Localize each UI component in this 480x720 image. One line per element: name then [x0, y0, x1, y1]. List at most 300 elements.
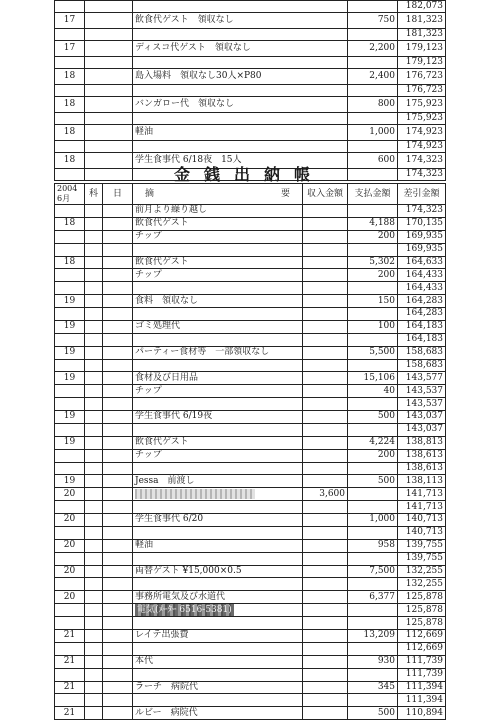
expense-cell: 7,500: [348, 565, 398, 578]
expense-cell: 345: [348, 681, 398, 694]
income-cell: [303, 372, 348, 385]
balance-cell: 139,755: [398, 552, 446, 565]
subject-cell: [85, 346, 103, 359]
day-cell: [55, 449, 85, 462]
table-row: [55, 217, 446, 230]
subject-cell: [85, 617, 103, 630]
description-cell: [133, 85, 348, 97]
subject-cell: [85, 449, 103, 462]
expense-cell: 750: [348, 13, 398, 29]
table-row: [55, 29, 446, 41]
balance-cell: 138,613: [398, 462, 446, 475]
balance-cell: 164,283: [398, 295, 446, 308]
table-row: [55, 565, 446, 578]
table-row: [55, 462, 446, 475]
blank-cell: [85, 13, 133, 29]
income-cell: [303, 475, 348, 488]
day-cell: [55, 29, 85, 41]
day-cell: [55, 526, 85, 539]
blank-cell: [85, 69, 133, 85]
page-title: 金銭出納帳: [173, 165, 324, 184]
description-text: チップ: [135, 269, 162, 280]
date-cell: [103, 630, 133, 643]
income-cell: [303, 526, 348, 539]
description-text: チップ: [135, 385, 162, 396]
table-row: [55, 436, 446, 449]
income-cell: [303, 230, 348, 243]
description-cell: [133, 256, 303, 269]
balance-cell: 175,923: [398, 113, 446, 125]
day-cell: 20: [55, 565, 85, 578]
day-cell: [55, 85, 85, 97]
expense-cell: [348, 243, 398, 256]
day-cell: [55, 205, 85, 218]
expense-cell: [348, 462, 398, 475]
subject-cell: [85, 217, 103, 230]
expense-cell: [348, 488, 398, 501]
expense-cell: 2,400: [348, 69, 398, 85]
description-cell: [133, 539, 303, 552]
expense-cell: 200: [348, 449, 398, 462]
day-cell: 17: [55, 13, 85, 29]
expense-cell: [348, 526, 398, 539]
date-cell: [103, 282, 133, 295]
income-cell: [303, 707, 348, 720]
description-cell: [133, 411, 303, 424]
income-cell: [303, 256, 348, 269]
description-cell: [133, 449, 303, 462]
table-row: [55, 539, 446, 552]
day-cell: 18: [55, 217, 85, 230]
blank-cell: [85, 1, 133, 13]
balance-cell: 169,935: [398, 243, 446, 256]
description-cell: [133, 578, 303, 591]
date-cell: [103, 526, 133, 539]
expense-cell: 150: [348, 295, 398, 308]
subject-cell: [85, 205, 103, 218]
balance-cell: 164,633: [398, 256, 446, 269]
expense-cell: [348, 205, 398, 218]
description-cell: [133, 398, 303, 411]
income-cell: [303, 617, 348, 630]
expense-cell: [348, 113, 398, 125]
subject-cell: [85, 230, 103, 243]
balance-cell: 112,669: [398, 642, 446, 655]
description-cell: [133, 113, 348, 125]
blank-cell: [85, 41, 133, 57]
expense-cell: 800: [348, 97, 398, 113]
balance-cell: 132,255: [398, 565, 446, 578]
balance-cell: 138,613: [398, 449, 446, 462]
date-cell: [103, 295, 133, 308]
date-cell: [103, 256, 133, 269]
balance-cell: 112,669: [398, 630, 446, 643]
table-row: [55, 501, 446, 514]
day-cell: 19: [55, 475, 85, 488]
income-cell: [303, 655, 348, 668]
description-text: 電気(ﾒｰﾀｰ 6516-5381): [137, 605, 232, 616]
description-text: チップ: [135, 231, 162, 242]
income-cell: [303, 308, 348, 321]
date-cell: [103, 243, 133, 256]
income-cell: [303, 269, 348, 282]
date-cell: [103, 668, 133, 681]
table-row: [55, 282, 446, 295]
subject-cell: [85, 668, 103, 681]
subject-cell: [85, 372, 103, 385]
table-row: [55, 681, 446, 694]
balance-cell: 140,713: [398, 514, 446, 527]
description-cell: [133, 630, 303, 643]
table-row: [55, 85, 446, 97]
subject-cell: [85, 398, 103, 411]
balance-cell: 169,935: [398, 230, 446, 243]
expense-cell: 600: [348, 153, 398, 169]
balance-cell: 143,037: [398, 423, 446, 436]
income-cell: [303, 694, 348, 707]
description-header-left: 摘: [133, 184, 258, 205]
subject-cell: [85, 308, 103, 321]
balance-cell: 174,323: [398, 169, 446, 181]
expense-header: 支払金額: [348, 184, 398, 205]
day-cell: 19: [55, 411, 85, 424]
table-row: [55, 707, 446, 720]
expense-cell: 4,224: [348, 436, 398, 449]
description-text: 食材及び日用品: [135, 372, 199, 383]
table-row: [55, 57, 446, 69]
table-row: [55, 449, 446, 462]
date-cell: [103, 359, 133, 372]
description-cell: [133, 642, 303, 655]
expense-cell: [348, 29, 398, 41]
description-text: 本代: [135, 656, 154, 667]
income-cell: [303, 552, 348, 565]
day-cell: [55, 230, 85, 243]
table-row: [55, 308, 446, 321]
balance-cell: 179,123: [398, 57, 446, 69]
subject-cell: [85, 642, 103, 655]
description-text: 学生食事代 6/20: [135, 514, 204, 525]
table-row: [55, 411, 446, 424]
day-cell: 19: [55, 346, 85, 359]
description-cell: [133, 346, 303, 359]
income-cell: [303, 501, 348, 514]
balance-cell: 111,394: [398, 694, 446, 707]
balance-cell: 143,537: [398, 398, 446, 411]
day-cell: [55, 462, 85, 475]
income-cell: [303, 423, 348, 436]
table-row: [55, 230, 446, 243]
table-row: [55, 113, 446, 125]
expense-cell: 13,209: [348, 630, 398, 643]
table-row: [55, 205, 446, 218]
income-cell: [303, 295, 348, 308]
balance-cell: 143,037: [398, 411, 446, 424]
expense-cell: 6,377: [348, 591, 398, 604]
balance-cell: 174,323: [398, 153, 446, 169]
description-cell: [133, 1, 348, 13]
day-cell: [55, 578, 85, 591]
date-cell: [103, 617, 133, 630]
description-text: ルビー 病院代: [135, 707, 198, 718]
income-cell: [303, 333, 348, 346]
date-cell: [103, 423, 133, 436]
income-cell: [303, 320, 348, 333]
expense-cell: [348, 333, 398, 346]
description-text: 両替ゲスト ¥15,000×0.5: [135, 565, 242, 576]
subject-cell: [85, 681, 103, 694]
income-cell: [303, 539, 348, 552]
date-cell: [103, 552, 133, 565]
day-cell: [55, 243, 85, 256]
day-cell: 19: [55, 295, 85, 308]
balance-header: 差引金額: [398, 184, 446, 205]
income-cell: [303, 385, 348, 398]
subject-cell: [85, 243, 103, 256]
expense-cell: [348, 501, 398, 514]
redacted-description: [135, 489, 255, 499]
description-text: パーティー食材等 一部領収なし: [135, 347, 270, 358]
income-header: 収入金額: [303, 184, 348, 205]
table-row: [55, 295, 446, 308]
subject-cell: [85, 269, 103, 282]
table-row: [55, 256, 446, 269]
blank-cell: [85, 85, 133, 97]
subject-cell: [85, 604, 103, 617]
day-cell: [55, 269, 85, 282]
table-row: [55, 333, 446, 346]
table-row: [55, 125, 446, 141]
balance-cell: 181,323: [398, 13, 446, 29]
date-cell: [103, 308, 133, 321]
table-row: [55, 630, 446, 643]
description-cell: [133, 501, 303, 514]
day-cell: [55, 57, 85, 69]
income-cell: [303, 282, 348, 295]
table-row: [55, 372, 446, 385]
subject-cell: [85, 462, 103, 475]
expense-cell: 4,188: [348, 217, 398, 230]
income-cell: [303, 681, 348, 694]
balance-cell: 181,323: [398, 29, 446, 41]
date-cell: [103, 411, 133, 424]
table-row: [55, 423, 446, 436]
day-cell: 17: [55, 41, 85, 57]
description-text: 前月より繰り越し: [135, 205, 208, 216]
day-cell: 20: [55, 488, 85, 501]
day-cell: [55, 668, 85, 681]
date-cell: [103, 514, 133, 527]
income-cell: [303, 359, 348, 372]
description-cell: [133, 514, 303, 527]
day-cell: 19: [55, 320, 85, 333]
day-cell: 21: [55, 655, 85, 668]
balance-cell: 164,283: [398, 308, 446, 321]
date-cell: [103, 346, 133, 359]
date-cell: [103, 320, 133, 333]
description-cell: バンガロー代 領収なし: [133, 97, 348, 113]
balance-cell: 141,713: [398, 501, 446, 514]
subject-cell: [85, 591, 103, 604]
day-cell: 18: [55, 256, 85, 269]
expense-cell: 500: [348, 475, 398, 488]
date-cell: [103, 230, 133, 243]
table-row: [55, 97, 446, 113]
expense-cell: [348, 578, 398, 591]
blank-cell: [85, 57, 133, 69]
day-cell: [55, 501, 85, 514]
balance-cell: 143,577: [398, 372, 446, 385]
day-cell: 21: [55, 681, 85, 694]
balance-cell: 158,683: [398, 359, 446, 372]
subject-cell: [85, 630, 103, 643]
description-cell: [133, 320, 303, 333]
subject-cell: [85, 578, 103, 591]
subject-cell: [85, 295, 103, 308]
description-cell: [133, 308, 303, 321]
description-cell: [133, 243, 303, 256]
subject-cell: [85, 423, 103, 436]
day-cell: [55, 113, 85, 125]
date-cell: [103, 707, 133, 720]
day-cell: [55, 282, 85, 295]
subject-cell: [85, 707, 103, 720]
day-cell: [55, 604, 85, 617]
day-cell: 21: [55, 630, 85, 643]
table-header-row: [55, 184, 446, 205]
balance-cell: 110,894: [398, 707, 446, 720]
description-text: 飲食代ゲスト: [135, 218, 189, 229]
balance-cell: 111,739: [398, 668, 446, 681]
description-cell: [133, 707, 303, 720]
description-cell: [133, 655, 303, 668]
description-cell: 島入場料 領収なし30人×P80: [133, 69, 348, 85]
balance-cell: 164,433: [398, 282, 446, 295]
description-text: 飲食代ゲスト: [135, 256, 189, 267]
subject-header: 科: [85, 184, 103, 205]
table-row: [55, 591, 446, 604]
day-cell: [55, 642, 85, 655]
table-row: [55, 398, 446, 411]
description-cell: [133, 359, 303, 372]
description-text: レイテ出張費: [135, 630, 189, 641]
income-cell: [303, 436, 348, 449]
table-row: [55, 642, 446, 655]
table-row: [55, 269, 446, 282]
blank-cell: [85, 113, 133, 125]
income-cell: [303, 205, 348, 218]
description-text: ゴミ処理代: [135, 321, 181, 332]
description-text: 学生食事代 6/19夜: [135, 411, 213, 422]
income-cell: 3,600: [303, 488, 348, 501]
table-row: [55, 488, 446, 501]
date-cell: [103, 604, 133, 617]
description-cell: 学生食事代 6/18夜 15人: [133, 153, 348, 169]
description-cell: [133, 462, 303, 475]
table-row: [55, 385, 446, 398]
blank-cell: [85, 29, 133, 41]
income-cell: [303, 630, 348, 643]
cash-ledger-table: [54, 183, 446, 720]
day-cell: [55, 141, 85, 153]
balance-cell: 164,183: [398, 320, 446, 333]
table-row: [55, 243, 446, 256]
income-cell: [303, 411, 348, 424]
expense-cell: 200: [348, 269, 398, 282]
balance-cell: 111,394: [398, 681, 446, 694]
blank-cell: [85, 141, 133, 153]
expense-cell: [348, 141, 398, 153]
expense-cell: [348, 308, 398, 321]
day-cell: [55, 359, 85, 372]
date-cell: [103, 385, 133, 398]
income-cell: [303, 449, 348, 462]
expense-cell: 1,000: [348, 125, 398, 141]
table-row: [55, 346, 446, 359]
description-cell: ディスコ代ゲスト 領収なし: [133, 41, 348, 57]
expense-cell: [348, 398, 398, 411]
description-cell: [133, 488, 303, 501]
table-row: [55, 668, 446, 681]
day-cell: [55, 385, 85, 398]
description-text: 食料 領収なし: [135, 295, 199, 306]
expense-cell: [348, 642, 398, 655]
description-cell: 軽油: [133, 125, 348, 141]
expense-cell: [348, 552, 398, 565]
expense-cell: [348, 668, 398, 681]
description-cell: [133, 282, 303, 295]
table-row: [55, 578, 446, 591]
balance-cell: 143,537: [398, 385, 446, 398]
day-cell: 18: [55, 97, 85, 113]
date-cell: [103, 578, 133, 591]
date-cell: [103, 269, 133, 282]
expense-cell: [348, 85, 398, 97]
balance-cell: 174,923: [398, 141, 446, 153]
month-label: 6月: [57, 194, 71, 203]
description-cell: [133, 230, 303, 243]
year-label: 2004: [57, 184, 78, 193]
description-cell: [133, 205, 303, 218]
date-cell: [103, 539, 133, 552]
description-cell: [133, 333, 303, 346]
expense-cell: 5,302: [348, 256, 398, 269]
year-month-header: [55, 184, 85, 205]
balance-cell: 174,923: [398, 125, 446, 141]
balance-cell: 182,073: [398, 1, 446, 13]
subject-cell: [85, 552, 103, 565]
income-cell: [303, 604, 348, 617]
expense-cell: [348, 694, 398, 707]
date-cell: [103, 398, 133, 411]
day-cell: [55, 308, 85, 321]
description-cell: [133, 269, 303, 282]
expense-cell: 100: [348, 320, 398, 333]
balance-cell: 158,683: [398, 346, 446, 359]
description-cell: [133, 617, 303, 630]
balance-cell: 170,135: [398, 217, 446, 230]
blank-cell: [85, 125, 133, 141]
description-cell: [133, 694, 303, 707]
description-cell: [133, 552, 303, 565]
expense-cell: 15,106: [348, 372, 398, 385]
description-cell: [133, 475, 303, 488]
subject-cell: [85, 655, 103, 668]
description-cell: [133, 565, 303, 578]
date-cell: [103, 565, 133, 578]
day-cell: [55, 617, 85, 630]
day-cell: [55, 552, 85, 565]
